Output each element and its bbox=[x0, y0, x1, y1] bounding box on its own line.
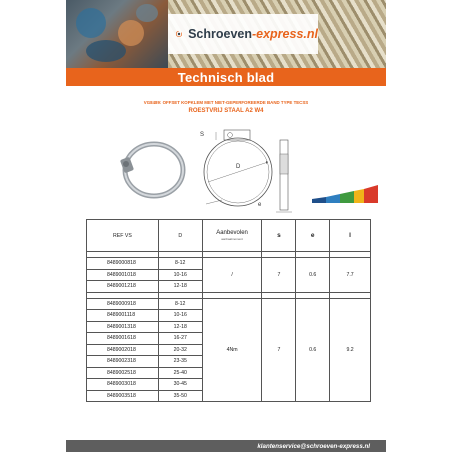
col-header-ref: REF VS bbox=[87, 220, 159, 252]
group2-torque: 4Nm bbox=[202, 298, 262, 402]
table-row: 8489000918 8-12 4Nm 7 0.6 9.2 bbox=[87, 298, 371, 310]
col-header-l: l bbox=[330, 220, 371, 252]
col-header-s: s bbox=[262, 220, 296, 252]
s-label: S bbox=[200, 132, 205, 138]
footer-bar bbox=[66, 440, 386, 452]
e-label: e bbox=[258, 202, 262, 208]
table-header-row bbox=[87, 220, 371, 252]
group2-s: 7 bbox=[262, 298, 296, 402]
col-header-e: e bbox=[296, 220, 330, 252]
header-banner bbox=[66, 0, 386, 68]
brand-logo-icon bbox=[176, 24, 182, 44]
screws-photo bbox=[168, 0, 386, 68]
page-title: Technisch blad bbox=[177, 69, 275, 85]
table-row: 8489001218 12-18 bbox=[87, 281, 371, 293]
specification-table bbox=[86, 219, 371, 402]
technical-drawing bbox=[196, 120, 308, 216]
table-row: 8489000818 8-12 / 7 0.6 7.7 bbox=[87, 258, 371, 270]
hose-clamp-image bbox=[118, 132, 190, 204]
group1-torque: / bbox=[202, 258, 262, 293]
table-row: 8489001018 10-16 bbox=[87, 269, 371, 281]
brand-logo-box[interactable] bbox=[168, 14, 318, 54]
workshop-photo bbox=[66, 0, 168, 68]
brand-name: Schroeven-express.nl bbox=[188, 27, 318, 41]
table-row: 8489003018 30-45 bbox=[87, 379, 371, 391]
product-subtitle: VG8489: OFFSET KOPKLEM MET NIET-GEPERFOREERDE BAND TYPE TECSS bbox=[143, 100, 309, 105]
table-row: 8489003518 35-50 bbox=[87, 390, 371, 402]
footer-email-link[interactable]: klantenservice@schroeven-express.nl bbox=[257, 442, 370, 450]
group2-e: 0.6 bbox=[296, 298, 330, 402]
col-header-torque: Aanbevolen aanhaalmoment bbox=[202, 220, 262, 252]
title-bar bbox=[66, 68, 386, 86]
group1-l: 7.7 bbox=[330, 258, 371, 293]
table-row: 8489001118 10-16 bbox=[87, 310, 371, 322]
group1-e: 0.6 bbox=[296, 258, 330, 293]
product-material: ROESTVRIJ STAAL A2 W4 bbox=[188, 108, 264, 114]
table-row: 8489002518 25-40 bbox=[87, 367, 371, 379]
group2-l: 9.2 bbox=[330, 298, 371, 402]
table-row: 8489001618 16-27 bbox=[87, 333, 371, 345]
group1-s: 7 bbox=[262, 258, 296, 293]
table-row: 8489002318 23-35 bbox=[87, 356, 371, 368]
col-header-diameter: D bbox=[158, 220, 202, 252]
table-row: 8489002018 20-32 bbox=[87, 344, 371, 356]
table-row: 8489001318 12-18 bbox=[87, 321, 371, 333]
diameter-label: D bbox=[236, 164, 241, 170]
corrosion-class-bar bbox=[312, 185, 378, 203]
